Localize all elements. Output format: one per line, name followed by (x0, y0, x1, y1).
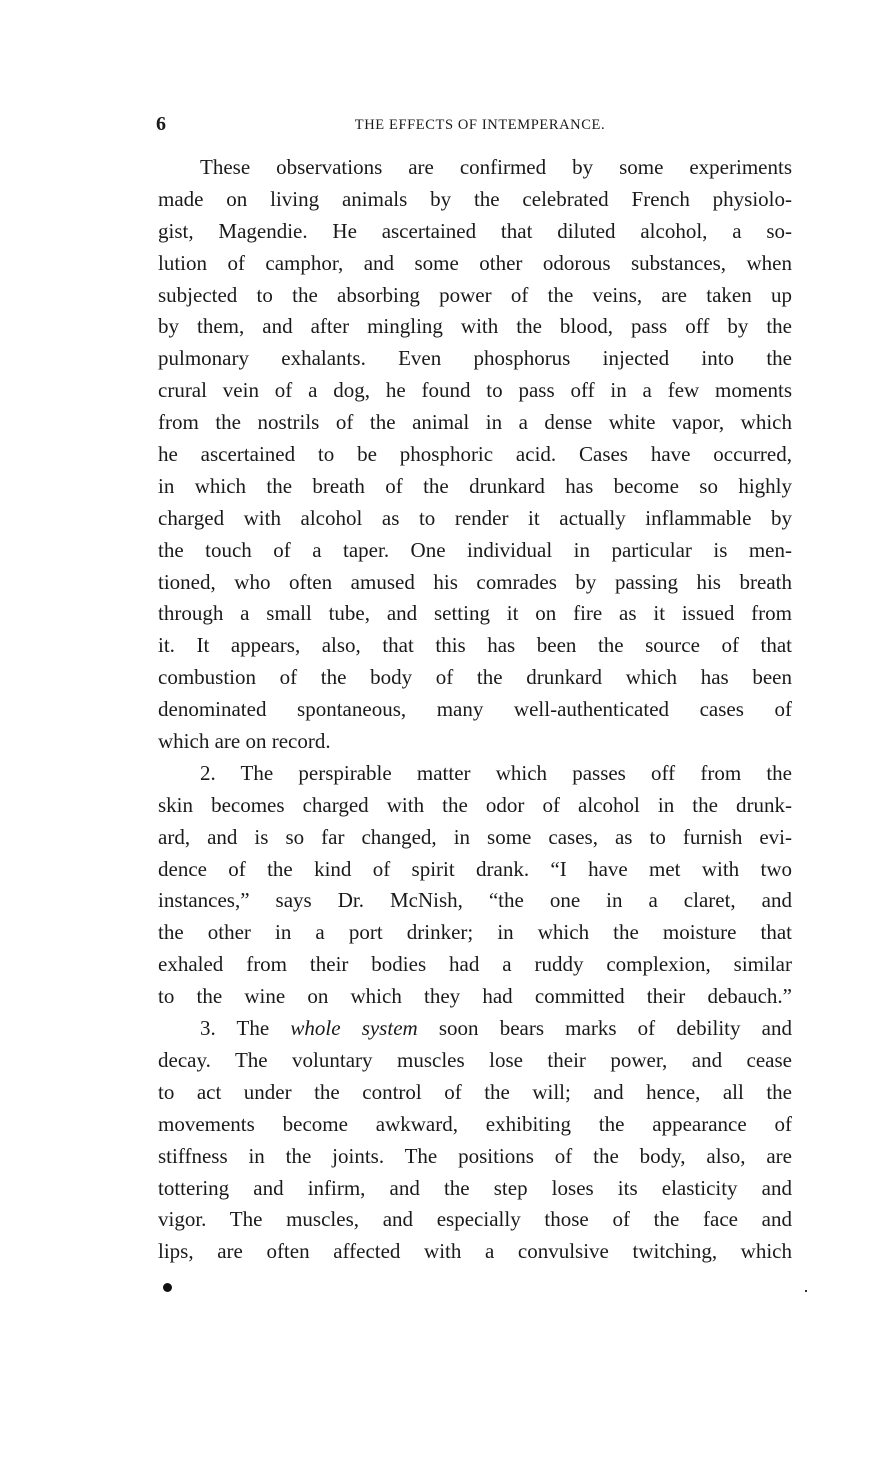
text-line: exhaled from their bodies had a ruddy complexion, similar (158, 952, 792, 977)
text-line: denominated spontaneous, many well-authenticated cases of (158, 697, 792, 722)
text-line: in which the breath of the drunkard has become so highly (158, 473, 792, 498)
text-line: charged with alcohol as to render it actually inflammable by (158, 505, 792, 530)
text-line: which are on record. (158, 729, 331, 754)
ink-speck (805, 1290, 807, 1292)
body-text (158, 152, 792, 1268)
text-line: stiffness in the joints. The positions of the body, also, are (158, 1143, 792, 1168)
text-line: dence of the kind of spirit drank. “I have met with two (158, 856, 792, 881)
text-line: by them, and after mingling with the blood, pass off by the (158, 314, 792, 339)
text-line: ard, and is so far changed, in some cases, as to furnish evi- (158, 824, 792, 849)
text-segment: 3. The (200, 1016, 291, 1041)
text-line: made on living animals by the celebrated French physiolo- (158, 186, 792, 211)
text-line: it. It appears, also, that this has been the source of that (158, 633, 792, 658)
text-line: These observations are confirmed by some experiments (200, 155, 792, 179)
text-line: to act under the control of the will; and hence, all the (158, 1079, 792, 1104)
text-line: gist, Magendie. He ascertained that diluted alcohol, a so- (158, 218, 792, 243)
ink-blot (163, 1283, 172, 1292)
page-number: 6 (156, 113, 166, 135)
text-line: movements become awkward, exhibiting the appearance of (158, 1111, 792, 1136)
text-line: pulmonary exhalants. Even phosphorus injected into the (158, 346, 792, 371)
text-line: to the wine on which they had committed their debauch.” (158, 984, 792, 1009)
running-title: THE EFFECTS OF INTEMPERANCE. (354, 117, 606, 133)
text-line: decay. The voluntary muscles lose their power, and cease (158, 1047, 792, 1072)
text-segment: soon bears marks of debility and (417, 1016, 792, 1041)
text-line: subjected to the absorbing power of the veins, are taken up (158, 282, 792, 307)
text-line (158, 1013, 792, 1045)
text-line: crural vein of a dog, he found to pass off in a few moments (158, 378, 792, 403)
text-line: lution of camphor, and some other odorous substances, when (158, 250, 792, 275)
text-line: combustion of the body of the drunkard which has been (158, 665, 792, 690)
text-line: vigor. The muscles, and especially those of the face and (158, 1207, 792, 1232)
text-line: lips, are often affected with a convulsive twitching, which (158, 1239, 792, 1264)
text-line: the other in a port drinker; in which the moisture that (158, 920, 792, 945)
text-line: skin becomes charged with the odor of alcohol in the drunk- (158, 792, 792, 817)
text-line: 2. The perspirable matter which passes off from the (200, 760, 792, 785)
text-line: through a small tube, and setting it on fire as it issued from (158, 601, 792, 626)
text-line: instances,” says Dr. McNish, “the one in a claret, and (158, 888, 792, 913)
text-line: tioned, who often amused his comrades by passing his breath (158, 569, 792, 594)
text-line: tottering and infirm, and the step loses its elasticity and (158, 1175, 792, 1200)
italic-phrase: whole system (290, 1016, 418, 1041)
text-line: he ascertained to be phosphoric acid. Cases have occurred, (158, 442, 792, 467)
text-line: the touch of a taper. One individual in particular is men- (158, 537, 792, 562)
text-line: from the nostrils of the animal in a dense white vapor, which (158, 410, 792, 435)
